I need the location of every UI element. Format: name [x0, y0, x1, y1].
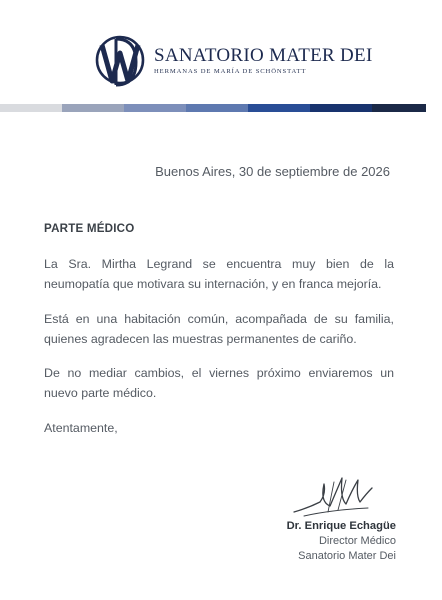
band-segment: [62, 104, 124, 112]
paragraph: De no mediar cambios, el viernes próximo enviaremos un nuevo parte médico.: [44, 366, 394, 400]
band-segment: [248, 104, 310, 112]
document-title: PARTE MÉDICO: [44, 222, 135, 235]
brand-text: [154, 46, 373, 75]
paragraph: La Sra. Mirtha Legrand se encuentra muy bien de la neumopatía que motivara su internación, y en franca mejoría.: [44, 257, 394, 291]
band-segment: [186, 104, 248, 112]
sanatorio-logo-icon: [92, 31, 148, 89]
handwritten-signature-icon: [290, 472, 376, 520]
band-segment: [310, 104, 372, 112]
color-band: [0, 104, 426, 112]
signature-block: [287, 519, 396, 564]
closing-line: Atentamente,: [44, 421, 118, 435]
signatory-organization: Sanatorio Mater Dei: [298, 550, 396, 562]
band-segment: [124, 104, 186, 112]
letterhead: [92, 30, 373, 90]
date-line: Buenos Aires, 30 de septiembre de 2026: [155, 164, 390, 179]
paragraph: Está en una habitación común, acompañada de su familia, quienes agradecen las muestras permanentes de cariño.: [44, 312, 394, 346]
signatory-name: Dr. Enrique Echagüe: [286, 520, 396, 532]
band-segment: [0, 104, 62, 112]
institution-subtitle: HERMANAS DE MARÍA DE SCHÖNSTATT: [154, 67, 307, 75]
institution-name: SANATORIO MATER DEI: [154, 44, 373, 66]
band-segment: [372, 104, 426, 112]
signatory-role: Director Médico: [318, 535, 396, 547]
